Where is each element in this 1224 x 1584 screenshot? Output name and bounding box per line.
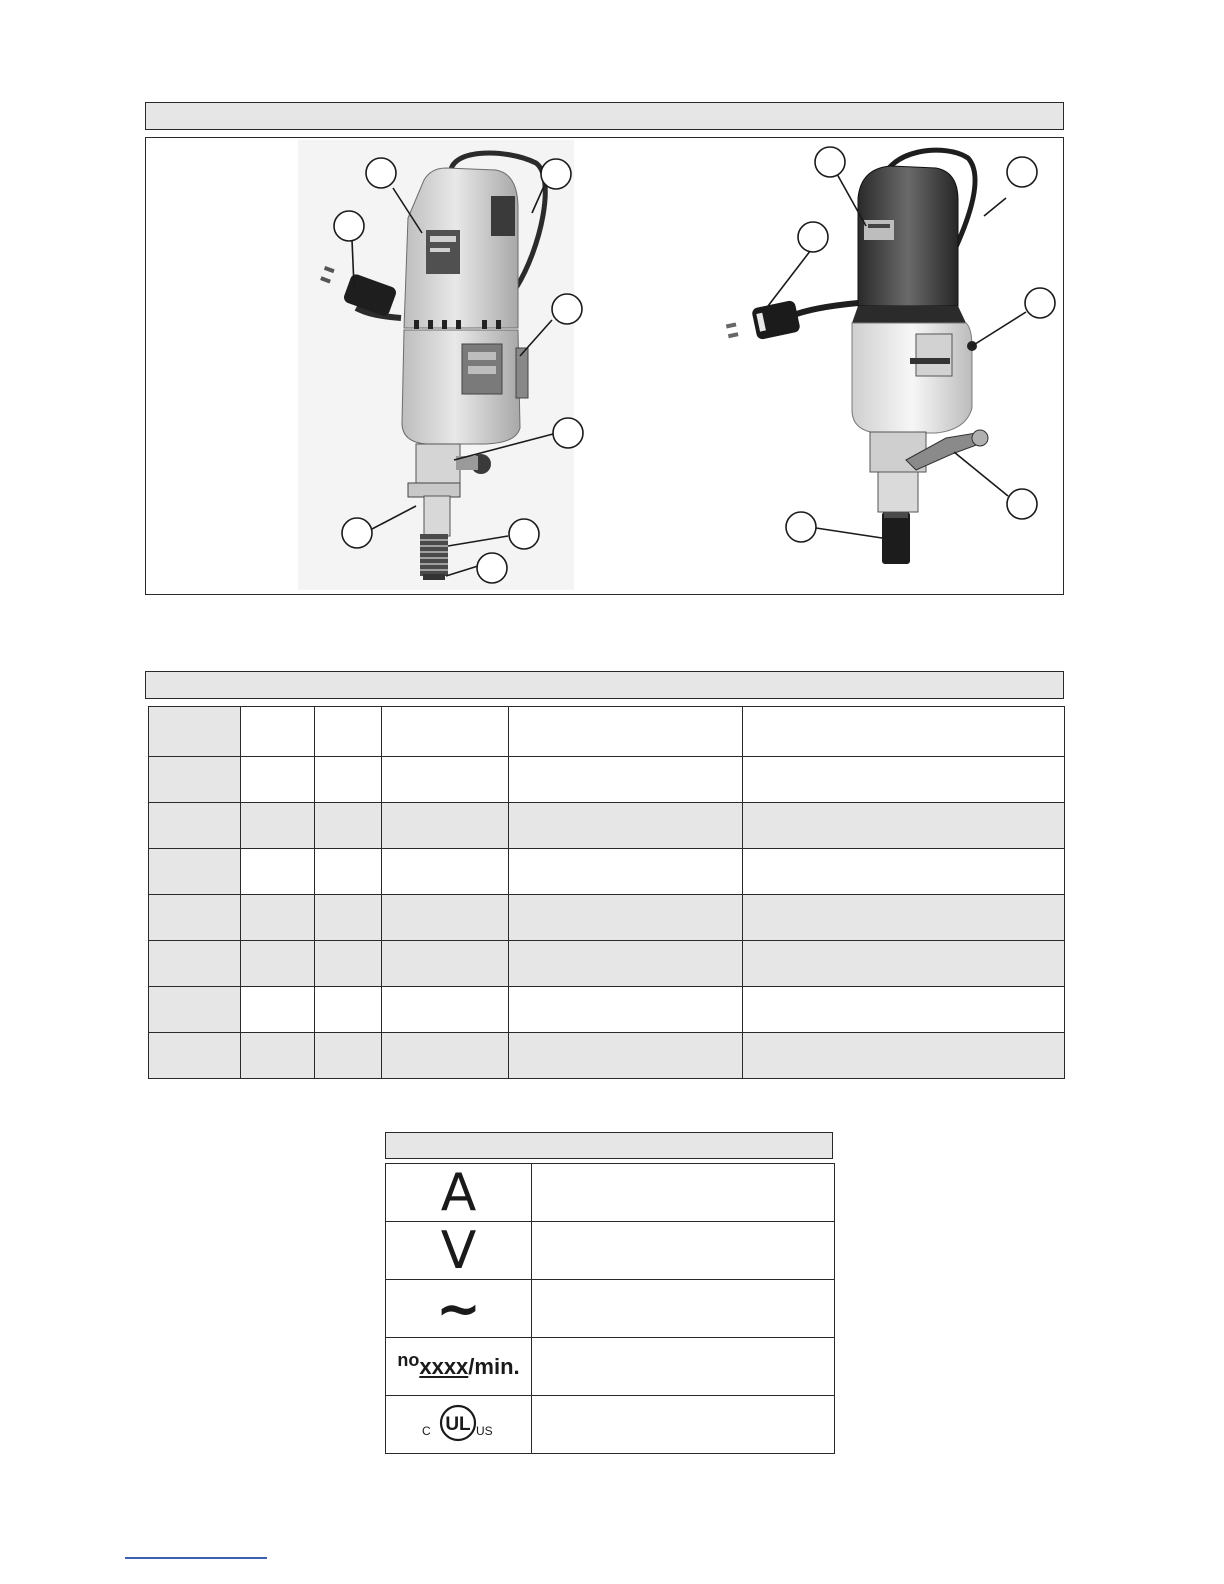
amperes-symbol: A bbox=[386, 1164, 532, 1222]
table-cell bbox=[241, 803, 315, 849]
callout-marker bbox=[509, 519, 539, 549]
table-row bbox=[149, 803, 1065, 849]
callout-marker bbox=[552, 294, 582, 324]
right-tool-photo bbox=[726, 150, 988, 564]
symbol-row bbox=[386, 1280, 835, 1338]
callout-marker bbox=[334, 211, 364, 241]
callout-marker bbox=[1025, 288, 1055, 318]
symbol-description bbox=[532, 1222, 835, 1280]
table-cell bbox=[382, 895, 509, 941]
symbology-section-header bbox=[385, 1132, 833, 1159]
table-cell bbox=[315, 849, 382, 895]
table-row bbox=[149, 895, 1065, 941]
table-cell bbox=[382, 941, 509, 987]
symbol-row bbox=[386, 1338, 835, 1396]
table-row bbox=[149, 987, 1065, 1033]
table-cell bbox=[509, 849, 743, 895]
volts-symbol: V bbox=[386, 1222, 532, 1280]
rpm-prefix: n bbox=[397, 1349, 409, 1370]
table-cell bbox=[241, 849, 315, 895]
table-cell bbox=[315, 895, 382, 941]
callout-marker bbox=[786, 512, 816, 542]
table-cell bbox=[743, 757, 1065, 803]
table-cell bbox=[149, 707, 241, 757]
table-cell bbox=[743, 707, 1065, 757]
table-cell bbox=[509, 987, 743, 1033]
table-cell bbox=[382, 987, 509, 1033]
table-cell bbox=[509, 803, 743, 849]
table-cell bbox=[382, 757, 509, 803]
table-cell bbox=[743, 895, 1065, 941]
symbol-row bbox=[386, 1222, 835, 1280]
ul-listing-mark bbox=[386, 1396, 532, 1454]
table-cell bbox=[149, 941, 241, 987]
table-cell bbox=[315, 941, 382, 987]
table-cell bbox=[743, 941, 1065, 987]
table-cell bbox=[241, 1033, 315, 1079]
table-cell bbox=[509, 941, 743, 987]
rpm-unit: /min. bbox=[468, 1353, 520, 1379]
ul-mark-icon bbox=[414, 1401, 504, 1445]
table-cell bbox=[149, 1033, 241, 1079]
table-cell bbox=[743, 1033, 1065, 1079]
symbol-row bbox=[386, 1164, 835, 1222]
specifications-section-header bbox=[145, 671, 1064, 699]
rpm-subscript: o bbox=[408, 1349, 420, 1370]
symbol-description bbox=[532, 1164, 835, 1222]
table-cell bbox=[315, 987, 382, 1033]
ul-mark-left: C bbox=[421, 1423, 431, 1438]
symbol-description bbox=[532, 1338, 835, 1396]
callout-marker bbox=[1007, 157, 1037, 187]
specifications-table bbox=[148, 706, 1065, 1079]
table-cell bbox=[149, 849, 241, 895]
symbol-description bbox=[532, 1280, 835, 1338]
table-cell bbox=[241, 941, 315, 987]
table-cell bbox=[241, 987, 315, 1033]
callout-marker bbox=[477, 553, 507, 583]
callout-marker bbox=[553, 418, 583, 448]
table-cell bbox=[315, 803, 382, 849]
table-cell bbox=[382, 849, 509, 895]
left-arbor-thread bbox=[420, 534, 448, 580]
table-cell bbox=[743, 803, 1065, 849]
callout-marker bbox=[342, 518, 372, 548]
alternating-current-symbol: ~ bbox=[386, 1280, 532, 1338]
table-cell bbox=[743, 849, 1065, 895]
right-plug bbox=[726, 300, 801, 340]
table-cell bbox=[743, 987, 1065, 1033]
table-cell bbox=[149, 987, 241, 1033]
table-cell bbox=[382, 707, 509, 757]
table-cell bbox=[315, 1033, 382, 1079]
table-cell bbox=[315, 757, 382, 803]
figure-section-header bbox=[145, 102, 1064, 130]
ul-mark-right: US bbox=[475, 1423, 493, 1438]
rpm-value: xxxx bbox=[419, 1353, 469, 1379]
table-cell bbox=[382, 803, 509, 849]
table-cell bbox=[241, 895, 315, 941]
callout-marker bbox=[1007, 489, 1037, 519]
table-cell bbox=[509, 895, 743, 941]
footer-link-underline[interactable] bbox=[125, 1557, 267, 1559]
callout-marker bbox=[366, 158, 396, 188]
table-row bbox=[149, 1033, 1065, 1079]
table-row bbox=[149, 757, 1065, 803]
table-cell bbox=[241, 707, 315, 757]
callout-marker bbox=[541, 159, 571, 189]
table-row bbox=[149, 849, 1065, 895]
table-cell bbox=[509, 757, 743, 803]
ul-mark-center: UL bbox=[444, 1413, 471, 1435]
table-cell bbox=[149, 895, 241, 941]
symbol-row bbox=[386, 1396, 835, 1454]
table-cell bbox=[149, 803, 241, 849]
table-cell bbox=[509, 707, 743, 757]
callout-marker bbox=[798, 222, 828, 252]
table-cell bbox=[382, 1033, 509, 1079]
table-cell bbox=[509, 1033, 743, 1079]
table-cell bbox=[315, 707, 382, 757]
table-cell bbox=[241, 757, 315, 803]
tool-illustration bbox=[146, 138, 1065, 596]
symbology-table bbox=[385, 1163, 835, 1454]
table-header-row bbox=[149, 707, 1065, 757]
callout-marker bbox=[815, 147, 845, 177]
tool-figure-frame bbox=[145, 137, 1064, 595]
symbol-description bbox=[532, 1396, 835, 1454]
table-cell bbox=[149, 757, 241, 803]
table-row bbox=[149, 941, 1065, 987]
no-load-speed-symbol bbox=[386, 1338, 532, 1396]
